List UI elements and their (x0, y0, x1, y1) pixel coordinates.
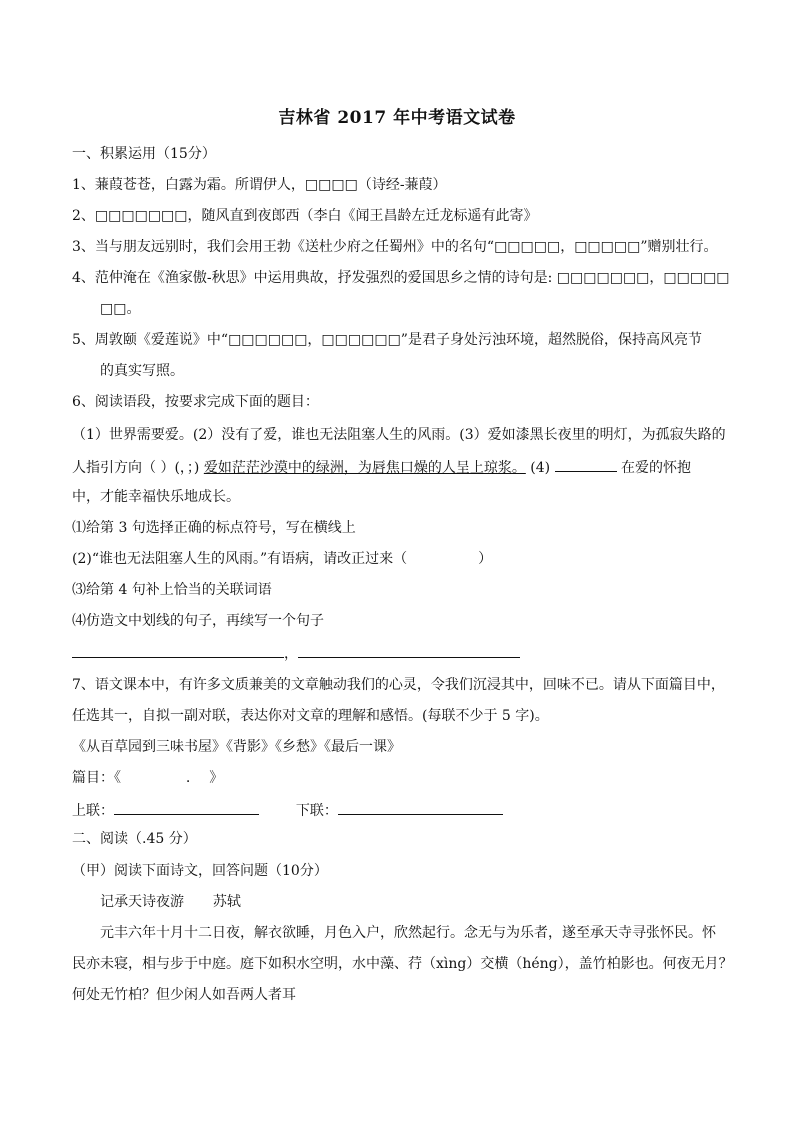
answer-blank-sentence-2[interactable] (298, 643, 520, 658)
passage-line-2-start: 人指引方向（ ）(，；) (72, 460, 200, 476)
underlined-sentence: 爱如茫茫沙漠中的绿洲，为唇焦口燥的人呈上琼浆。 (203, 460, 526, 476)
question-7-titles: 《从百草园到三味书屋》《背影》《乡愁》《最后一课》 (72, 739, 401, 755)
answer-blank-sentence-1[interactable] (72, 643, 284, 658)
exam-title: 吉林省 2017 年中考语文试卷 (278, 108, 516, 128)
question-5-line-1: 5、周敦颐《爱莲说》中“□□□□□□，□□□□□□”是君子身处污浊环境，超然脱俗，保持高风亮节 (72, 332, 702, 348)
pianmu-close: 》 (209, 770, 224, 786)
pianmu-line (72, 769, 223, 787)
prose-line-1: 元丰六年十月十二日夜，解衣欲睡，月色入户，欣然起行。念无与为乐者，遂至承天寺寻张怀民。怀 (100, 925, 716, 941)
sub-question-2-text: (2)“谁也无法阻塞人生的风雨。”有语病，请改正过来（ (72, 551, 408, 567)
couplet-line (72, 800, 503, 820)
imitation-answer-line (72, 643, 520, 663)
sub-question-4: ⑷仿造文中划线的句子，再续写一个句子 (72, 613, 324, 629)
sub-question-2 (72, 550, 492, 568)
passage-line-1: （1）世界需要爱。(2）没有了爱，谁也无法阻塞人生的风雨。(3）爱如漆黑长夜里的明灯，为孤寂失路的 (72, 427, 726, 443)
prose-line-2: 民亦未寝，相与步于中庭。庭下如积水空明，水中藻、荇（xìng）交横（héng），盖竹柏影也。何夜无月？ (72, 956, 733, 972)
question-2: 2、□□□□□□□，随风直到夜郎西（李白《闻王昌龄左迁龙标遥有此寄》 (72, 208, 538, 224)
question-6: 6、阅读语段，按要求完成下面的题目： (72, 394, 319, 410)
section-1-heading: 一、积累运用（15分） (72, 146, 216, 162)
poem-title: 记承天诗夜游 (100, 894, 184, 910)
answer-blank-connective[interactable] (555, 457, 617, 472)
section-2-heading: 二、阅读（.45 分） (72, 831, 197, 847)
shanglian-blank[interactable] (114, 800, 259, 815)
question-4-line-1: 4、范仲淹在《渔家傲-秋思》中运用典故，抒发强烈的爱国思乡之情的诗句是: □□□□□□□，□□□□□ (72, 270, 730, 286)
question-5-line-2: 的真实写照。 (100, 363, 184, 379)
shanglian-label: 上联： (72, 803, 114, 819)
question-4-line-2: □□。 (100, 301, 141, 317)
poem-author: 苏轼 (212, 894, 241, 910)
passage-line-3: 中，才能幸福快乐地成长。 (72, 489, 240, 505)
passage-line-2 (72, 457, 691, 477)
question-3: 3、当与朋友远别时，我们会用王勃《送杜少府之任蜀州》中的名句“□□□□□，□□□□□”赠别壮行。 (72, 239, 718, 255)
question-7-line-2: 任选其一，自拟一副对联，表达你对文章的理解和感悟。(每联不少于 5 字)。 (72, 708, 549, 724)
question-7-line-1: 7、语文课本中，有许多文质兼美的文章触动我们的心灵，令我们沉浸其中，回味不已。请从下面篇目中， (72, 677, 725, 693)
part-jia-heading: （甲）阅读下面诗文，回答问题（10分） (72, 863, 328, 879)
xialian-blank[interactable] (338, 800, 503, 815)
pianmu-label: 篇目：《 (72, 770, 121, 786)
sub-question-1: ⑴给第 3 句选择正确的标点符号，写在横线上 (72, 520, 356, 536)
question-1: 1、蒹葭苍苍，白露为霜。所谓伊人，□□□□（诗经-蒹葭） (72, 177, 447, 193)
poem-heading (100, 893, 241, 911)
pianmu-dot: . (185, 770, 191, 786)
prose-line-3: 何处无竹柏？但少闲人如吾两人者耳 (72, 987, 296, 1003)
passage-line-2-end: 在爱的怀抱 (621, 460, 692, 476)
xialian-label: 下联： (295, 803, 338, 819)
sub-question-2-close: ） (478, 551, 493, 567)
sub-question-3: ⑶给第 4 句补上恰当的关联词语 (72, 582, 272, 598)
sentence-4-number: (4) (530, 460, 551, 476)
comma: ， (284, 646, 298, 662)
